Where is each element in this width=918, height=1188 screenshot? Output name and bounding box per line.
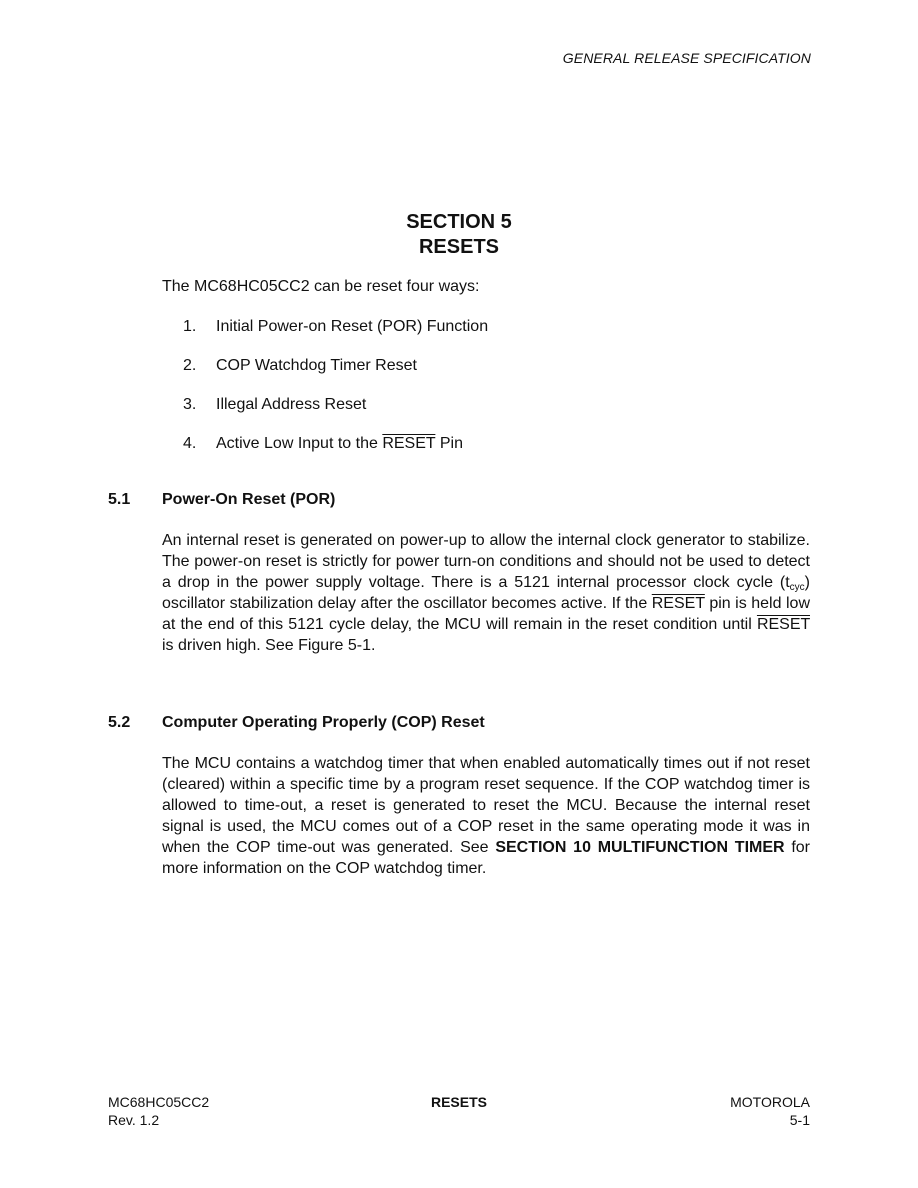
text-run: The MCU contains a watchdog timer that when enabled automatically times out if not reset (cleared) within a specific time by a program reset sequence. If the COP watchdog timer is allowed to time-out, a reset is generated to reset the MCU. Because the internal reset signal is used, the MCU comes out of a COP reset in the same operating mode it was in when the COP time-out was generated. See	[162, 755, 810, 856]
list-item	[183, 395, 488, 434]
list-text: Initial Power-on Reset (POR) Function	[216, 318, 489, 335]
footer-page-number: 5-1	[789, 1112, 810, 1128]
section-reference: SECTION 10 MULTIFUNCTION TIMER	[495, 839, 785, 856]
list-item	[183, 434, 488, 473]
text-run: ) oscillator stabilization delay after the oscillator becomes active. If the	[162, 574, 810, 612]
section-name: RESETS	[418, 236, 500, 258]
subsection-number: 5.2	[108, 714, 131, 731]
subsection-number: 5.1	[108, 491, 131, 508]
footer-right	[730, 1093, 810, 1129]
text-run: pin is held low at the end of this 5121 cycle delay, the MCU will remain in the reset condition until	[162, 595, 811, 633]
list-number: 4.	[183, 435, 197, 452]
list-text: Active Low Input to the	[216, 435, 383, 452]
subsection-title: Power-On Reset (POR)	[162, 491, 336, 508]
footer-section-name: RESETS	[430, 1094, 487, 1110]
running-header: GENERAL RELEASE SPECIFICATION	[562, 50, 811, 66]
subsection-title: Computer Operating Properly (COP) Reset	[162, 714, 485, 731]
list-item	[183, 317, 488, 356]
paragraph-5-2	[162, 753, 810, 879]
text-run: is driven high. See Figure 5-1.	[162, 637, 376, 654]
reset-signal-name: RESET	[382, 435, 436, 452]
reset-signal-name: RESET	[651, 595, 705, 612]
intro-text: The MC68HC05CC2 can be reset four ways:	[162, 278, 480, 295]
list-number: 2.	[183, 357, 197, 374]
list-item	[183, 356, 488, 395]
footer-revision: Rev. 1.2	[108, 1112, 160, 1128]
text-run: for more information on the COP watchdog timer.	[162, 839, 810, 877]
reset-methods-list	[183, 317, 488, 473]
subsection-heading-5-2	[108, 714, 485, 732]
list-number: 1.	[183, 318, 197, 335]
text-run: An internal reset is generated on power-up to allow the internal clock generator to stabilize. The power-on reset is strictly for power turn-on conditions and should not be used to detect a drop in the power supply voltage. There is a 5121 internal processor clock cycle (t	[162, 532, 810, 591]
section-number: SECTION 5	[406, 211, 512, 233]
footer-part-number: MC68HC05CC2	[108, 1094, 210, 1110]
list-number: 3.	[183, 396, 197, 413]
subscript: cyc	[789, 582, 805, 593]
reset-signal-name: RESET	[756, 616, 810, 633]
subsection-heading-5-1	[108, 491, 335, 509]
list-text-end: Pin	[435, 435, 463, 452]
list-text: COP Watchdog Timer Reset	[216, 357, 417, 374]
list-text: Illegal Address Reset	[216, 396, 367, 413]
section-title	[0, 210, 918, 260]
paragraph-5-1	[162, 530, 810, 656]
footer-company: MOTOROLA	[730, 1094, 810, 1110]
